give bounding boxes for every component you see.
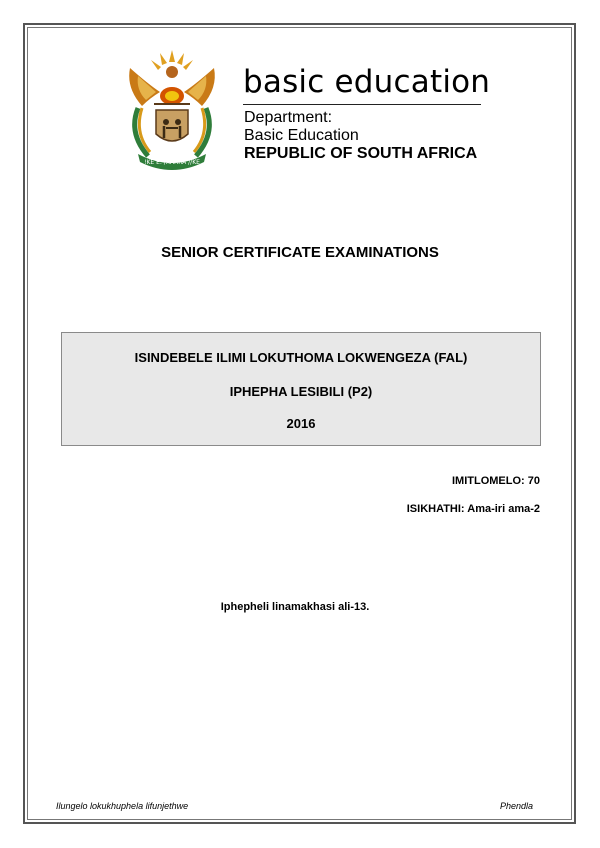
country-name: REPUBLIC OF SOUTH AFRICA bbox=[244, 145, 478, 162]
department-label: Department: bbox=[244, 109, 333, 126]
subject-title: ISINDEBELE ILIMI LOKUTHOMA LOKWENGEZA (FAL) bbox=[134, 350, 468, 365]
paper-title: IPHEPHA LESIBILI (P2) bbox=[229, 384, 373, 399]
crest-motto: !KE E: /XARRA //KE bbox=[144, 159, 200, 166]
brand-title: basic education bbox=[243, 64, 491, 100]
brand-underline bbox=[243, 104, 481, 105]
time-info: ISIKHATHI: Ama-iri ama-2 bbox=[406, 503, 540, 515]
pages-note: Iphepheli linamakhasi ali-13. bbox=[220, 601, 370, 613]
exam-year: 2016 bbox=[286, 416, 316, 431]
department-name: Basic Education bbox=[244, 127, 359, 144]
subject-box bbox=[61, 332, 541, 446]
footer-turn-over: Phendla bbox=[499, 801, 533, 811]
coat-of-arms-logo bbox=[120, 48, 224, 172]
marks-info: IMITLOMELO: 70 bbox=[452, 475, 540, 487]
exam-heading: SENIOR CERTIFICATE EXAMINATIONS bbox=[161, 244, 439, 261]
footer-copyright: Ilungelo lokukhuphela lifunjethwe bbox=[56, 801, 189, 811]
